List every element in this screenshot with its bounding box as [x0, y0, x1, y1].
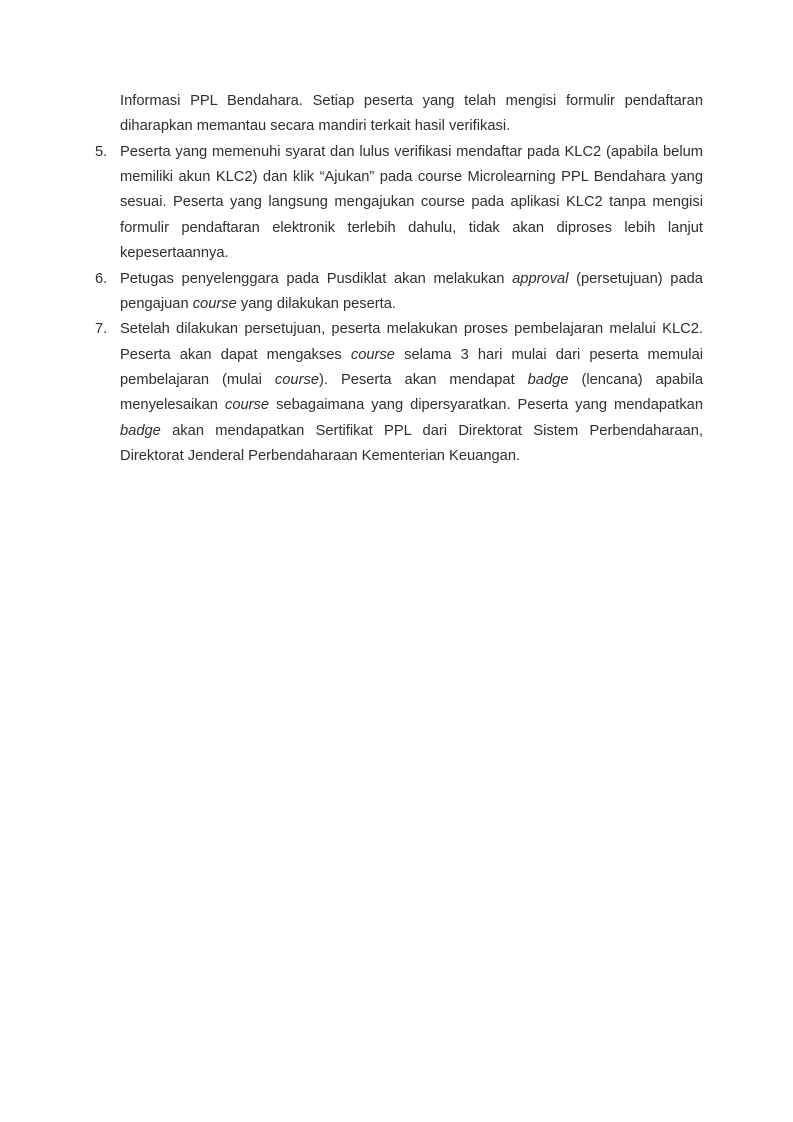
list-item [95, 140, 703, 267]
text-segment: Setelah dilakukan persetujuan, peserta melakukan proses pembelajaran melalui KLC2. Peserta akan dapat mengakses [120, 321, 703, 363]
text-segment: sebagaimana yang dipersyaratkan. Peserta yang mendapatkan [269, 397, 703, 414]
text-segment: Informasi PPL Bendahara. Setiap peserta yang telah mengisi formulir pendaftaran diharapkan memantau secara mandiri terkait hasil verifikasi. [120, 93, 703, 135]
text-segment: selama 3 hari mulai dari peserta memulai pembelajaran (mulai [120, 346, 703, 388]
paragraph-continuation [95, 89, 703, 140]
list-item-text [120, 271, 703, 312]
list-item-number: 7. [95, 321, 108, 338]
italic-term: course [350, 346, 395, 363]
list-item-text [120, 93, 703, 134]
italic-term: badge [527, 371, 569, 388]
list-item-number: 6. [95, 270, 108, 287]
text-segment: Peserta yang memenuhi syarat dan lulus verifikasi mendaftar pada KLC2 (apabila belum memiliki akun KLC2) dan klik “Ajukan” pada course Microlearning PPL Bendahara yang sesuai. Peserta yang langsung mengajukan course pada aplikasi KLC2 tanpa mengisi formulir pendaftaran elektronik terlebih dahulu, tidak akan diproses lebih lanjut kepesertaannya. [120, 143, 703, 262]
text-segment: (lencana) apabila menyelesaikan [120, 371, 704, 414]
text-segment: (persetujuan) pada pengajuan [120, 270, 703, 312]
list-item-text [120, 144, 703, 261]
text-segment: ). Peserta akan mendapat [319, 371, 528, 388]
list-item-number: 5. [95, 143, 108, 160]
list-item-text [120, 321, 703, 464]
italic-term: course [274, 371, 320, 388]
italic-term: badge [120, 422, 161, 439]
document-body-text [95, 89, 703, 469]
list-item [95, 267, 703, 318]
italic-term: course [192, 295, 237, 312]
text-segment: akan mendapatkan Sertifikat PPL dari Direktorat Sistem Perbendaharaan, Direktorat Jenderal Perbendaharaan Kementerian Keuangan. [120, 422, 703, 465]
text-segment: Petugas penyelenggara pada Pusdiklat akan melakukan [120, 270, 513, 287]
text-segment: yang dilakukan peserta. [236, 295, 397, 312]
italic-term: approval [512, 270, 569, 287]
italic-term: course [224, 397, 270, 414]
numbered-list [95, 89, 703, 469]
list-item [95, 317, 703, 469]
